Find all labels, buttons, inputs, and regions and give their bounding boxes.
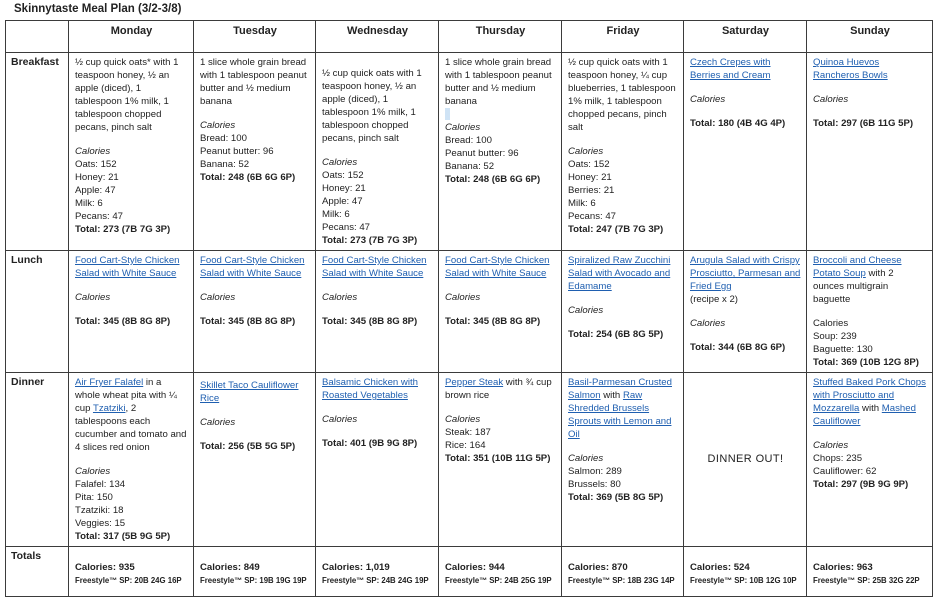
breakfast-wednesday — [316, 53, 439, 251]
meal-total: Total: 297 (6B 11G 5P) — [813, 118, 914, 129]
daily-calories: Calories: 1,019 — [322, 562, 390, 573]
calorie-item: Honey: 21 — [568, 172, 612, 183]
meal-total: Total: 345 (8B 8G 8P) — [445, 316, 541, 327]
calorie-item: Peanut butter: 96 — [200, 146, 274, 157]
freestyle-points: Freestyle™ SP: 25B 32G 22P — [813, 576, 920, 585]
calories-label: Calories — [75, 466, 111, 477]
recipe-link-taco-cauliflower-rice[interactable]: Skillet Taco Cauliflower Rice — [200, 380, 299, 404]
calorie-item: Banana: 52 — [445, 161, 495, 172]
calorie-item: Veggies: 15 — [75, 518, 126, 529]
corner-cell — [6, 21, 69, 53]
recipe-link-salmon[interactable]: Basil-Parmesan Crusted Salmon — [568, 377, 672, 401]
lunch-sunday — [807, 251, 933, 373]
calorie-item: Baguette: 130 — [813, 344, 873, 355]
freestyle-points: Freestyle™ SP: 19B 19G 19P — [200, 576, 307, 585]
calories-label: Calories — [322, 157, 358, 168]
meal-total: Total: 369 (5B 8G 5P) — [568, 492, 664, 503]
calorie-item: Oats: 152 — [568, 159, 610, 170]
breakfast-saturday — [684, 53, 807, 251]
meal-total: Total: 273 (7B 7G 3P) — [75, 224, 171, 235]
daily-calories: Calories: 524 — [690, 562, 750, 573]
meal-total: Total: 180 (4B 4G 4P) — [690, 118, 786, 129]
meal-total: Total: 256 (5B 5G 5P) — [200, 441, 296, 452]
meal-total: Total: 344 (6B 8G 6P) — [690, 342, 786, 353]
dinner-monday — [69, 373, 194, 547]
day-header-sunday: Sunday — [807, 21, 933, 53]
recipe-link-zucchini-salad[interactable]: Spiralized Raw Zucchini Salad with Avocado and Edamame — [568, 255, 671, 292]
daily-calories: Calories: 935 — [75, 562, 135, 573]
lunch-tuesday — [194, 251, 316, 373]
calorie-item: Pita: 150 — [75, 492, 113, 503]
recipe-link-pork-chops[interactable]: Stuffed Baked Pork Chops with Prosciutto and Mozzarella — [813, 377, 926, 414]
lunch-row — [6, 251, 933, 373]
meal-total: Total: 248 (6B 6G 6P) — [445, 174, 541, 185]
calories-label: Calories — [322, 414, 358, 425]
totals-monday — [69, 547, 194, 597]
calorie-item: Oats: 152 — [75, 159, 117, 170]
lunch-saturday — [684, 251, 807, 373]
daily-calories: Calories: 870 — [568, 562, 628, 573]
recipe-link-brussels-sprouts[interactable]: Raw Shredded Brussels Sprouts with Lemon and Oil — [568, 390, 672, 440]
calorie-item: Bread: 100 — [200, 133, 247, 144]
meal-description: 1 slice whole grain bread with 1 tablespoon peanut butter and ½ medium banana — [445, 57, 552, 107]
meal-description: with ¾ cup brown rice — [445, 377, 552, 401]
meal-description: ½ cup quick oats with 1 teaspoon honey, ½ an apple (diced), 1 tablespoon 1% milk, 1 tablespoon chopped pecans, pinch salt — [322, 68, 422, 144]
meal-total: Total: 254 (6B 8G 5P) — [568, 329, 664, 340]
breakfast-sunday — [807, 53, 933, 251]
meal-description: ½ cup quick oats* with 1 teaspoon honey, ½ an apple (diced), 1 tablespoon 1% milk, 1 tablespoon chopped pecans, pinch salt — [75, 57, 179, 133]
day-header-thursday: Thursday — [439, 21, 562, 53]
freestyle-points: Freestyle™ SP: 24B 25G 19P — [445, 576, 552, 585]
dinner-saturday: DINNER OUT! — [684, 373, 807, 547]
recipe-link-chicken-salad[interactable]: Food Cart-Style Chicken Salad with White Sauce — [322, 255, 427, 279]
calories-label: Calories — [75, 146, 111, 157]
day-header-friday: Friday — [562, 21, 684, 53]
calorie-item: Pecans: 47 — [568, 211, 617, 222]
dinner-sunday — [807, 373, 933, 547]
dinner-row — [6, 373, 933, 547]
recipe-link-chicken-salad[interactable]: Food Cart-Style Chicken Salad with White Sauce — [445, 255, 550, 279]
meal-plan-table — [5, 20, 933, 597]
totals-saturday — [684, 547, 807, 597]
recipe-note: (recipe x 2) — [690, 294, 738, 305]
meal-total: Total: 345 (8B 8G 8P) — [200, 316, 296, 327]
meal-description: with — [859, 403, 882, 414]
recipe-link-potato-soup[interactable]: Broccoli and Cheese Potato Soup — [813, 255, 902, 279]
calories-label: Calories — [690, 318, 726, 329]
text-cursor[interactable] — [445, 108, 450, 120]
dinner-wednesday — [316, 373, 439, 547]
calories-label: Calories — [322, 292, 358, 303]
dinner-friday — [562, 373, 684, 547]
freestyle-points: Freestyle™ SP: 18B 23G 14P — [568, 576, 675, 585]
totals-thursday — [439, 547, 562, 597]
recipe-link-arugula-salad[interactable]: Arugula Salad with Crispy Prosciutto, Parmesan and Fried Egg — [690, 255, 801, 292]
totals-row — [6, 547, 933, 597]
recipe-link-chicken-salad[interactable]: Food Cart-Style Chicken Salad with White Sauce — [200, 255, 305, 279]
calories-label: Calories — [813, 94, 849, 105]
daily-calories: Calories: 963 — [813, 562, 873, 573]
freestyle-points: Freestyle™ SP: 20B 24G 16P — [75, 576, 182, 585]
recipe-link-balsamic-chicken[interactable]: Balsamic Chicken with Roasted Vegetables — [322, 377, 418, 401]
recipe-link-czech-crepes[interactable]: Czech Crepes with Berries and Cream — [690, 57, 771, 81]
meal-total: Total: 317 (5B 9G 5P) — [75, 531, 171, 542]
recipe-link-falafel[interactable]: Air Fryer Falafel — [75, 377, 144, 388]
lunch-wednesday — [316, 251, 439, 373]
totals-wednesday — [316, 547, 439, 597]
calorie-item: Oats: 152 — [322, 170, 364, 181]
day-header-monday: Monday — [69, 21, 194, 53]
meal-total: Total: 401 (9B 9G 8P) — [322, 438, 418, 449]
calorie-item: Peanut butter: 96 — [445, 148, 519, 159]
meal-total: Total: 297 (9B 9G 9P) — [813, 479, 909, 490]
meal-description: ½ cup quick oats with 1 teaspoon honey, ¼ cup blueberries, 1 tablespoon 1% milk, 1 tablespoon chopped pecans, pinch salt — [568, 57, 676, 133]
day-header-saturday: Saturday — [684, 21, 807, 53]
calorie-item: Milk: 6 — [322, 209, 350, 220]
row-label-totals: Totals — [6, 547, 69, 597]
lunch-friday — [562, 251, 684, 373]
meal-total: Total: 351 (10B 11G 5P) — [445, 453, 551, 464]
calorie-item: Rice: 164 — [445, 440, 486, 451]
calorie-item: Brussels: 80 — [568, 479, 621, 490]
calorie-item: Pecans: 47 — [75, 211, 124, 222]
calorie-item: Falafel: 134 — [75, 479, 126, 490]
calorie-item: Honey: 21 — [75, 172, 119, 183]
breakfast-row — [6, 53, 933, 251]
breakfast-monday — [69, 53, 194, 251]
calorie-item: Tzatziki: 18 — [75, 505, 124, 516]
calories-label: Calories — [200, 120, 236, 131]
recipe-link-huevos-rancheros[interactable]: Quinoa Huevos Rancheros Bowls — [813, 57, 888, 81]
totals-tuesday — [194, 547, 316, 597]
meal-total: Total: 248 (6B 6G 6P) — [200, 172, 296, 183]
calories-label: Calories — [200, 417, 236, 428]
day-header-tuesday: Tuesday — [194, 21, 316, 53]
meal-total: Total: 345 (8B 8G 8P) — [75, 316, 171, 327]
calories-label: Calories — [445, 122, 481, 133]
breakfast-thursday — [439, 53, 562, 251]
calorie-item: Milk: 6 — [75, 198, 103, 209]
calorie-item: Bread: 100 — [445, 135, 492, 146]
meal-total: Total: 369 (10B 12G 8P) — [813, 357, 919, 368]
calorie-item: Honey: 21 — [322, 183, 366, 194]
recipe-link-chicken-salad[interactable]: Food Cart-Style Chicken Salad with White Sauce — [75, 255, 180, 279]
daily-calories: Calories: 849 — [200, 562, 260, 573]
meal-description: 1 slice whole grain bread with 1 tablespoon peanut butter and ½ medium banana — [200, 57, 307, 107]
calorie-item: Milk: 6 — [568, 198, 596, 209]
calorie-item: Apple: 47 — [75, 185, 116, 196]
day-header-wednesday: Wednesday — [316, 21, 439, 53]
lunch-thursday — [439, 251, 562, 373]
totals-sunday — [807, 547, 933, 597]
page-title: Skinnytaste Meal Plan (3/2-3/8) — [14, 3, 182, 15]
recipe-link-tzatziki[interactable]: Tzatziki — [92, 403, 126, 414]
meal-description: , 2 tablespoons each cucumber and tomato and 4 slices red onion — [75, 403, 187, 453]
calories-label: Calories — [568, 453, 604, 464]
calories-label: Calories — [445, 414, 481, 425]
freestyle-points: Freestyle™ SP: 24B 24G 19P — [322, 576, 429, 585]
meal-total: Total: 247 (7B 7G 3P) — [568, 224, 664, 235]
row-label-lunch: Lunch — [6, 251, 69, 373]
calories-label: Calories — [200, 292, 236, 303]
header-row — [6, 21, 933, 53]
totals-friday — [562, 547, 684, 597]
calorie-item: Pecans: 47 — [322, 222, 371, 233]
row-label-dinner: Dinner — [6, 373, 69, 547]
calories-label: Calories — [690, 94, 726, 105]
dinner-tuesday — [194, 373, 316, 547]
meal-total: Total: 345 (8B 8G 8P) — [322, 316, 418, 327]
calories-label: Calories — [813, 440, 849, 451]
lunch-monday — [69, 251, 194, 373]
calorie-item: Apple: 47 — [322, 196, 363, 207]
calorie-item: Chops: 235 — [813, 453, 863, 464]
calorie-item: Soup: 239 — [813, 331, 857, 342]
calories-label: Calories — [445, 292, 481, 303]
dinner-thursday — [439, 373, 562, 547]
freestyle-points: Freestyle™ SP: 10B 12G 10P — [690, 576, 797, 585]
breakfast-tuesday — [194, 53, 316, 251]
daily-calories: Calories: 944 — [445, 562, 505, 573]
meal-total: Total: 273 (7B 7G 3P) — [322, 235, 418, 246]
meal-description: with — [600, 390, 623, 401]
calorie-item: Banana: 52 — [200, 159, 250, 170]
calorie-item: Salmon: 289 — [568, 466, 622, 477]
calories-label: Calories — [568, 146, 604, 157]
recipe-link-mashed-cauliflower[interactable]: Mashed Cauliflower — [813, 403, 916, 427]
calorie-item: Berries: 21 — [568, 185, 615, 196]
breakfast-friday — [562, 53, 684, 251]
calorie-item: Cauliflower: 62 — [813, 466, 877, 477]
meal-description: with 2 ounces multigrain baguette — [813, 268, 894, 305]
calories-label: Calories — [813, 318, 849, 329]
calories-label: Calories — [75, 292, 111, 303]
calories-label: Calories — [568, 305, 604, 316]
row-label-breakfast: Breakfast — [6, 53, 69, 251]
recipe-link-pepper-steak[interactable]: Pepper Steak — [445, 377, 504, 388]
calorie-item: Steak: 187 — [445, 427, 491, 438]
meal-description: in a whole wheat pita with ¼ cup — [75, 377, 177, 414]
